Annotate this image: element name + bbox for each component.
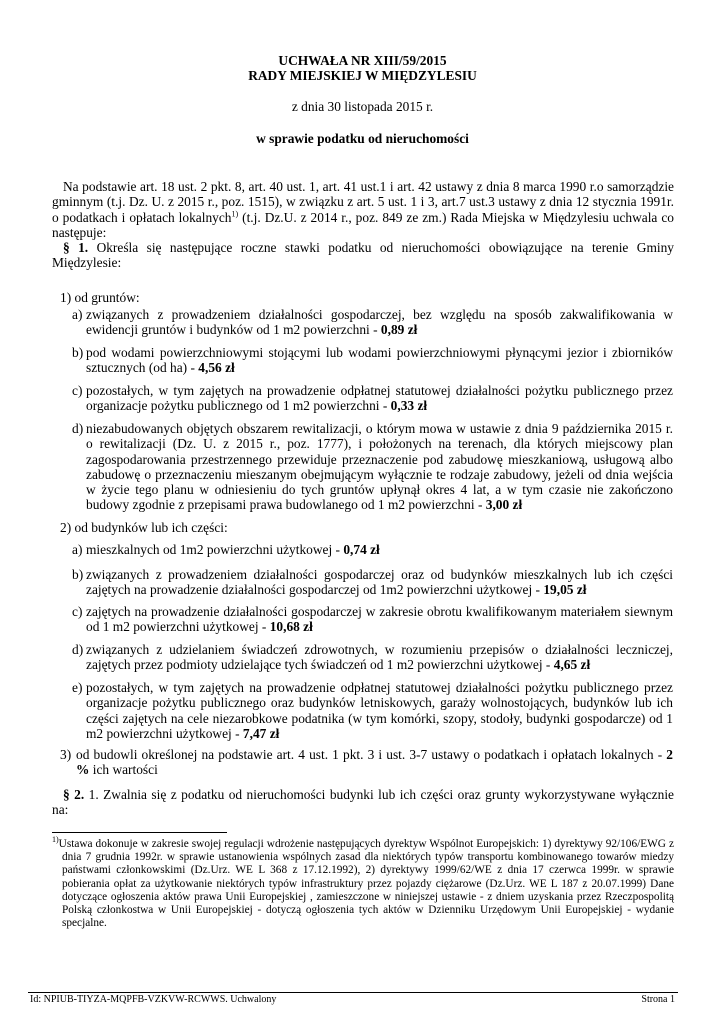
list-item <box>72 383 673 414</box>
rate-value: 7,47 zł <box>242 725 280 741</box>
item-label: d) <box>72 642 84 657</box>
list-item <box>72 421 673 513</box>
item-text: pozostałych, w tym zajętych na prowadzenie odpłatnej statutowej działalności pożytku publicznego przez organizacje pożytku publicznego od 1 m2 powierzchni - <box>86 383 673 414</box>
rate-value: 3,00 zł <box>485 497 523 513</box>
list-item <box>72 680 673 741</box>
item-text: związanych z udzielaniem świadczeń zdrowotnych, w rozumieniu przepisów o działalności leczniczej, zajętych przez podmioty udzielające tych świadczeń od 1 m2 powierzchni użytkowej - <box>86 642 673 673</box>
title-line-1: UCHWAŁA NR XIII/59/2015 <box>278 53 447 68</box>
footnote-number: 1) <box>52 835 59 845</box>
list-item <box>72 542 673 557</box>
preamble <box>52 179 674 240</box>
footnote-divider <box>52 832 227 833</box>
item-label: a) <box>72 542 83 557</box>
rate-value: 0,74 zł <box>343 542 380 557</box>
rate-value: 19,05 zł <box>543 582 587 598</box>
footnote-ref[interactable]: 1) <box>231 209 239 219</box>
section-1-text: Określa się następujące roczne stawki podatku od nieruchomości obowiązujące na terenie Gminy Międzylesie: <box>52 240 674 271</box>
section-1 <box>52 240 674 271</box>
preamble-text-1: Na podstawie art. 18 ust. 2 pkt. 8, art. 40 ust. 1, art. 41 ust.1 i art. 42 ustawy z dnia 8 marca 1990 r.o samorządzie gminnym (t.j. Dz. U. z 2015 r., poz. 1515), w związku z art. 5 ust. 1 i 3, art.7 ust.3 ustawy z dnia 12 stycznia 1991r. o podatkach i opłatach lokalnych <box>52 179 674 225</box>
document-id: Id: NPIUB-TIYZA-MQPFB-VZKVW-RCWWS. Uchwalony <box>30 994 277 1005</box>
point-1-label: 1) od gruntów: <box>60 290 140 305</box>
item-label: e) <box>72 680 83 695</box>
rate-value: 0,89 zł <box>380 322 418 338</box>
item-text: związanych z prowadzeniem działalności gospodarczej oraz od budynków mieszkalnych lub ich części zajętych na prowadzenie działalności gospodarczej od 1m2 powierzchni użytkowej - <box>86 567 673 598</box>
item-text: zajętych na prowadzenie działalności gospodarczej w zakresie obrotu kwalifikowanym materiałem siewnym od 1 m2 powierzchni użytkowej - <box>86 604 673 635</box>
rate-value: 4,56 zł <box>198 360 235 376</box>
item-text: pozostałych, w tym zajętych na prowadzenie odpłatnej statutowej działalności pożytku publicznego przez organizacje pożytku publicznego oraz budynków letniskowych, garaży wolnostojących, budynków lub ich części zajętych na cele niezarobkowe podatnika (w tym komórki, szopy, stodoły, budynki gospodarcze) od 1 m2 powierzchni użytkowej - <box>86 680 673 741</box>
rate-value: 10,68 zł <box>269 619 313 635</box>
item-label: b) <box>72 345 84 360</box>
item-label: c) <box>72 383 83 398</box>
section-1-mark: § 1. <box>63 240 89 255</box>
resolution-subject: w sprawie podatku od nieruchomości <box>256 131 469 146</box>
footnote <box>52 835 674 930</box>
item-text: niezabudowanych objętych obszarem rewitalizacji, o którym mowa w ustawie z dnia 9 października 2015 r. o rewitalizacji (Dz. U. z 2015 r., poz. 1777), i położonych na terenach, dla których miejscowy plan zagospodarowania przestrzennego przewiduje przeznaczenie pod zabudowę mieszkaniową, usługową albo zabudowę o przeznaczeniu mieszanym obejmującym wyłącznie te rodzaje zabudowy, jeżeli od dnia wejścia w życie tego planu w odniesieniu do tych gruntów upłynął okres 4 lat, a w tym czasie nie zakończono budowy zgodnie z przepisami prawa budowlanego od 1 m2 powierzchni - <box>86 421 673 513</box>
item-text-tail: ich wartości <box>89 762 158 778</box>
item-label: d) <box>72 421 84 436</box>
list-item <box>72 307 673 338</box>
item-text: związanych z prowadzeniem działalności gospodarczej, bez względu na sposób zakwalifikowania w ewidencji gruntów i budynków od 1 m2 powierzchni - <box>86 307 673 338</box>
rate-value: 0,33 zł <box>390 398 428 414</box>
item-text: od budowli określonej na podstawie art. 4 ust. 1 pkt. 3 i ust. 3-7 ustawy o podatkach i opłatach lokalnych - <box>76 747 667 762</box>
item-label: b) <box>72 567 84 582</box>
title-line-2: RADY MIEJSKIEJ W MIĘDZYLESIU <box>248 68 477 83</box>
page-number: Strona 1 <box>641 994 675 1005</box>
footnote-text: Ustawa dokonuje w zakresie swojej regulacji wdrożenie następujących dyrektyw Wspólnot Europejskich: 1) dyrektywy 92/106/EWG z dnia 7 grudnia 1992r. w sprawie ustanowienia wspólnych zasad dla niektórych typów transportu kombinowanego towarów miedzy państwami członkowskimi (Dz.Urz. WE L 368 z 17.12.1992), 2) dyrektywy 1999/62/WE z dnia 17 czerwca 1999r. w sprawie pobierania opłat za użytkowanie niektórych typów infrastruktury przez pojazdy ciężarowe (Dz.Urz. WE L 187 z 20.07.1999) Dane dotyczące ogłoszenia aktów prawa Unii Europejskiej , zamieszczone w niniejszej ustawie - z dniem uzyskania przez Rzeczpospolitą Polską członkostwa w Unii Europejskiej - dotyczą ogłoszenia tych aktów w Dzienniku Urzędowym Unii Europejskiej - wydanie specjalne. <box>58 838 674 930</box>
item-label: 3) <box>60 747 72 762</box>
list-item <box>72 567 673 598</box>
preamble-text-2: (t.j. Dz.U. z 2014 r., poz. 849 ze zm.) Rada Miejska w Międzylesiu uchwala co następuje: <box>52 209 674 240</box>
item-text: mieszkalnych od 1m2 powierzchni użytkowej - <box>86 542 344 557</box>
item-text: pod wodami powierzchniowymi stojącymi lub wodami powierzchniowymi płynącymi jezior i zbiorników sztucznych (od ha) - <box>86 345 673 376</box>
point-2-label: 2) od budynków lub ich części: <box>60 520 228 535</box>
item-label: c) <box>72 604 83 619</box>
item-label: a) <box>72 307 83 322</box>
rate-value: 2 % <box>76 747 673 778</box>
list-item <box>72 345 673 376</box>
section-2-mark: § 2. <box>63 787 85 802</box>
resolution-date: z dnia 30 listopada 2015 r. <box>291 99 434 114</box>
list-item <box>72 642 673 673</box>
rate-value: 4,65 zł <box>553 657 591 673</box>
list-item <box>72 604 673 635</box>
footer-divider <box>28 992 678 993</box>
point-3 <box>60 747 673 778</box>
section-2 <box>52 787 674 818</box>
section-2-text: 1. Zwalnia się z podatku od nieruchomości budynki lub ich części oraz grunty wykorzystywane wyłącznie na: <box>52 787 674 818</box>
